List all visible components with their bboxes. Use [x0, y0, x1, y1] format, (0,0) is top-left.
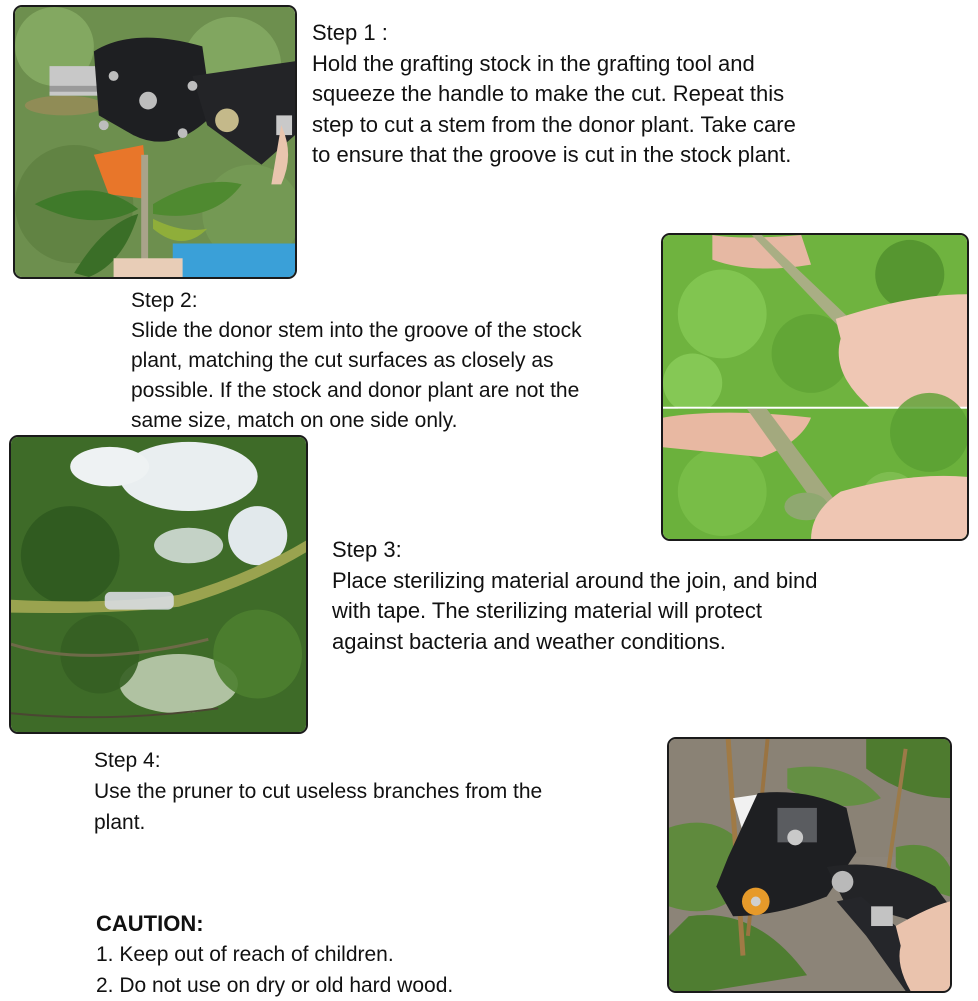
step-3-line: Place sterilizing material around the join, and bind [332, 567, 818, 593]
step-3-title: Step 3: [332, 537, 402, 562]
pruner-image [669, 739, 950, 991]
step-1-photo [13, 5, 297, 279]
step-4-text [94, 745, 542, 838]
step-2-text [131, 286, 582, 436]
step-2-line: same size, match on one side only. [131, 409, 458, 432]
step-2-line: Slide the donor stem into the groove of the stock [131, 319, 582, 342]
step-1-line: squeeze the handle to make the cut. Repeat this [312, 81, 785, 106]
step-3-text [332, 535, 818, 657]
caution-section [96, 908, 453, 1001]
caution-item: 1. Keep out of reach of children. [96, 943, 394, 966]
step-4-title: Step 4: [94, 749, 161, 772]
step-1-line: Hold the grafting stock in the grafting tool and [312, 50, 755, 76]
taped-branch-image [11, 437, 306, 732]
caution-title: CAUTION: [96, 911, 204, 936]
step-1-line: step to cut a stem from the donor plant. Take care [312, 111, 796, 137]
step-2-photo [661, 233, 969, 541]
step-1-line: to ensure that the groove is cut in the stock plant. [312, 142, 792, 167]
stem-joining-image [663, 235, 967, 539]
step-3-line: against bacteria and weather conditions. [332, 628, 726, 654]
step-1-title: Step 1 : [312, 20, 388, 45]
caution-item: 2. Do not use on dry or old hard wood. [96, 974, 454, 997]
step-4-line: Use the pruner to cut useless branches from the [94, 780, 543, 803]
step-3-line: with tape. The sterilizing material will protect [332, 598, 762, 623]
step-4-photo [667, 737, 952, 993]
step-1-text [312, 18, 796, 171]
step-2-title: Step 2: [131, 289, 198, 312]
grafting-tool-image [15, 7, 295, 277]
step-4-line: plant. [94, 811, 146, 834]
step-3-photo [9, 435, 308, 734]
step-2-line: plant, matching the cut surfaces as closely as [131, 349, 554, 372]
step-2-line: possible. If the stock and donor plant are not the [131, 379, 580, 402]
